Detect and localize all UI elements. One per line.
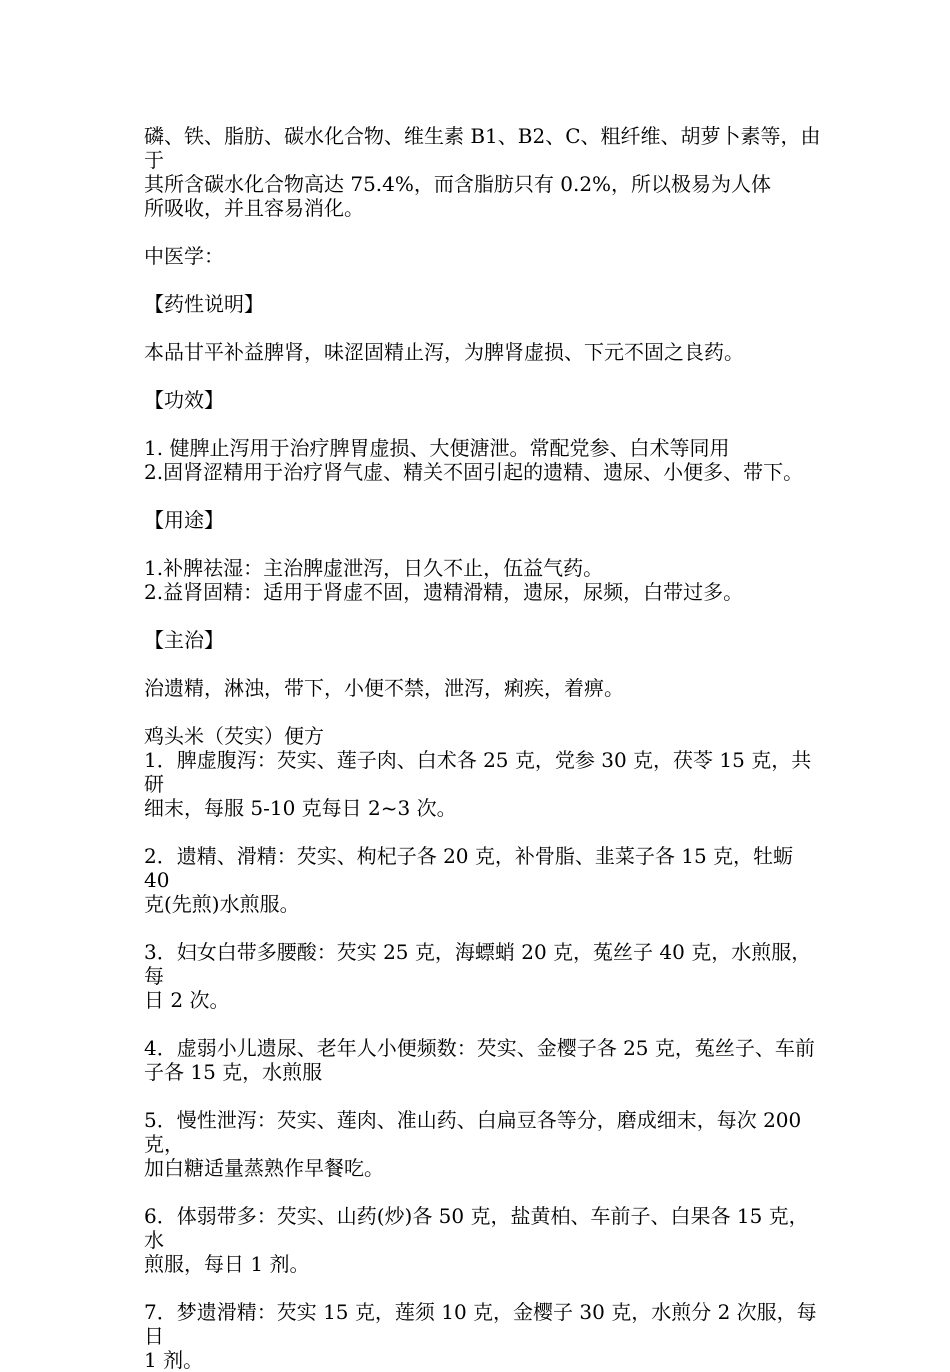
recipe-line: 子各 15 克，水煎服 xyxy=(144,1060,323,1084)
document-body xyxy=(144,124,824,1372)
usage-heading: 【用途】 xyxy=(144,508,224,532)
tcm-heading: 中医学： xyxy=(144,244,224,268)
recipe-line: 加白糖适量蒸熟作早餐吃。 xyxy=(144,1156,384,1180)
recipe-line: 克(先煎)水煎服。 xyxy=(144,892,300,916)
usage-item: 2.益肾固精：适用于肾虚不固，遗精滑精，遗尿，尿频，白带过多。 xyxy=(144,580,744,604)
recipe-line: 1．脾虚腹泻：芡实、莲子肉、白术各 25 克，党参 30 克，茯苓 15 克，共研 xyxy=(144,748,812,796)
usage-item: 1.补脾祛湿：主治脾虚泄泻，日久不止，伍益气药。 xyxy=(144,556,604,580)
property-text: 本品甘平补益脾肾，味涩固精止泻，为脾肾虚损、下元不固之良药。 xyxy=(144,340,744,364)
recipe-line: 1 剂。 xyxy=(144,1348,204,1372)
property-heading: 【药性说明】 xyxy=(144,292,264,316)
efficacy-heading: 【功效】 xyxy=(144,388,224,412)
indications-text: 治遗精，淋浊，带下，小便不禁，泄泻，痢疾，着痹。 xyxy=(144,676,624,700)
intro-line: 所吸收，并且容易消化。 xyxy=(144,196,364,220)
recipe-line: 细末，每服 5-10 克每日 2~3 次。 xyxy=(144,796,457,820)
recipe-line: 4．虚弱小儿遗尿、老年人小便频数：芡实、金樱子各 25 克，菟丝子、车前 xyxy=(144,1036,815,1060)
recipe-line: 7．梦遗滑精：芡实 15 克，莲须 10 克，金樱子 30 克，水煎分 2 次服，每日 xyxy=(144,1300,817,1348)
recipe-line: 6．体弱带多：芡实、山药(炒)各 50 克，盐黄柏、车前子、白果各 15 克，水 xyxy=(144,1204,809,1252)
intro-line: 磷、铁、脂肪、碳水化合物、维生素 B1、B2、C、粗纤维、胡萝卜素等，由于 xyxy=(144,124,821,172)
recipe-line: 日 2 次。 xyxy=(144,988,230,1012)
recipe-line: 2．遗精、滑精：芡实、枸杞子各 20 克，补骨脂、韭菜子各 15 克，牡蛎 40 xyxy=(144,844,800,892)
recipe-line: 3．妇女白带多腰酸：芡实 25 克，海螵蛸 20 克，菟丝子 40 克，水煎服，每 xyxy=(144,940,812,988)
recipes-heading: 鸡头米（芡实）便方 xyxy=(144,724,324,748)
recipe-line: 5．慢性泄泻：芡实、莲肉、准山药、白扁豆各等分，磨成细末，每次 200 克， xyxy=(144,1108,808,1156)
intro-line: 其所含碳水化合物高达 75.4%，而含脂肪只有 0.2%，所以极易为人体 xyxy=(144,172,772,196)
indications-heading: 【主治】 xyxy=(144,628,224,652)
efficacy-item: 1. 健脾止泻用于治疗脾胃虚损、大便溏泄。常配党参、白术等同用 xyxy=(144,436,730,460)
efficacy-item: 2.固肾涩精用于治疗肾气虚、精关不固引起的遗精、遗尿、小便多、带下。 xyxy=(144,460,804,484)
recipe-line: 煎服，每日 1 剂。 xyxy=(144,1252,310,1276)
